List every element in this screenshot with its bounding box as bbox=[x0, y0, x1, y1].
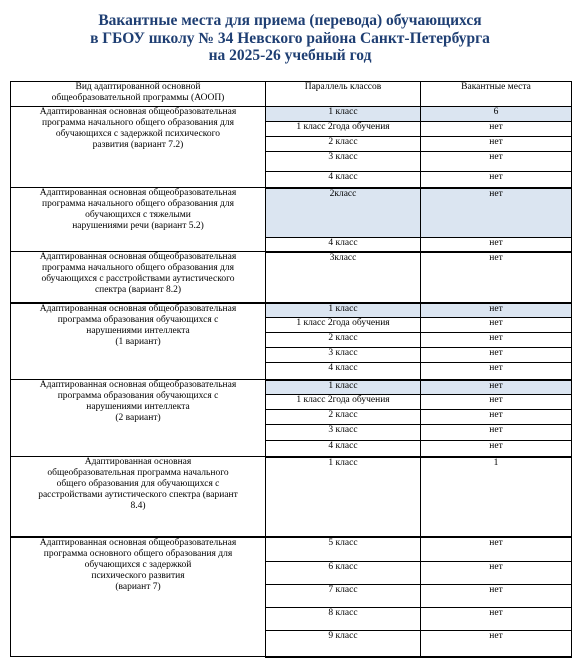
vacancies-cell: нет bbox=[421, 395, 572, 410]
header-grade: Параллель классов bbox=[266, 82, 421, 107]
program-line: Адаптированная основная общеобразовательная bbox=[39, 537, 237, 548]
grade-cell: 1 класс 2года обучения bbox=[266, 318, 421, 333]
grade-cell: 4 класс bbox=[266, 363, 421, 380]
vacancies-cell: нет bbox=[421, 363, 572, 380]
vacancies-cell: нет bbox=[421, 188, 572, 238]
vacancies-cell: нет bbox=[421, 238, 572, 252]
program-line: программа образования обучающихся с bbox=[57, 314, 219, 325]
program-line: обучающихся с расстройствами аутистического bbox=[41, 274, 235, 284]
program-line: программа начального общего образования для bbox=[41, 118, 235, 128]
program-line: нарушениями речи (вариант 5.2) bbox=[72, 221, 204, 231]
grade-cell: 2 класс bbox=[266, 410, 421, 425]
table-row bbox=[11, 380, 572, 395]
program-line: обучающихся с тяжелыми bbox=[85, 210, 191, 220]
program-line: Адаптированная основная общеобразовательная bbox=[39, 107, 237, 117]
grade-cell: 5 класс bbox=[266, 537, 421, 562]
header-program-line-2: общеобразовательной программы (АООП) bbox=[51, 93, 225, 103]
header-vacancies: Вакантные места bbox=[421, 82, 572, 107]
program-cell bbox=[11, 457, 266, 537]
program-cell bbox=[11, 537, 266, 657]
vacancies-cell: нет bbox=[421, 425, 572, 441]
grade-cell: 4 класс bbox=[266, 441, 421, 457]
program-line: программа образования обучающихся с bbox=[57, 391, 219, 401]
program-line: (вариант 7) bbox=[115, 581, 161, 592]
title-line-3: на 2025-26 учебный год bbox=[208, 47, 372, 64]
grade-cell: 1 класс 2года обучения bbox=[266, 395, 421, 410]
grade-cell: 3 класс bbox=[266, 425, 421, 441]
document-title bbox=[0, 12, 580, 65]
vacancies-cell: нет bbox=[421, 585, 572, 608]
table-row bbox=[11, 252, 572, 303]
header-program bbox=[11, 82, 266, 107]
grade-cell: 1 класс bbox=[266, 380, 421, 395]
vacancies-cell: нет bbox=[421, 348, 572, 363]
program-line: программа основного общего образования для bbox=[43, 548, 233, 559]
vacancies-cell: нет bbox=[421, 152, 572, 172]
grade-cell: 2класс bbox=[266, 188, 421, 238]
vacancies-cell: нет bbox=[421, 137, 572, 152]
program-line: общеобразовательная программа начального bbox=[47, 468, 229, 478]
title-line-2: в ГБОУ школу № 34 Невского района Санкт-Петербурга bbox=[90, 29, 490, 47]
program-line: спектра (вариант 8.2) bbox=[94, 285, 182, 295]
program-cell bbox=[11, 188, 266, 252]
vacancies-cell: нет bbox=[421, 172, 572, 188]
table-body bbox=[11, 107, 572, 657]
program-line: Адаптированная основная общеобразовательная bbox=[39, 380, 237, 390]
vacancies-cell: нет bbox=[421, 122, 572, 137]
program-cell bbox=[11, 107, 266, 188]
program-line: программа начального общего образования для bbox=[41, 199, 235, 209]
grade-cell: 4 класс bbox=[266, 238, 421, 252]
grade-cell: 2 класс bbox=[266, 137, 421, 152]
grade-cell: 3класс bbox=[266, 252, 421, 303]
grade-cell: 6 класс bbox=[266, 562, 421, 585]
grade-cell: 3 класс bbox=[266, 152, 421, 172]
table-row bbox=[11, 107, 572, 122]
program-line: обучающихся с задержкой психического bbox=[55, 129, 221, 139]
vacancies-table bbox=[10, 81, 572, 658]
program-line: общего образования для обучающихся с bbox=[56, 479, 220, 489]
grade-cell: 1 класс bbox=[266, 303, 421, 318]
program-line: психического развития bbox=[91, 570, 185, 581]
grade-cell: 1 класс 2года обучения bbox=[266, 122, 421, 137]
vacancies-cell: 6 bbox=[421, 107, 572, 122]
vacancies-cell: нет bbox=[421, 318, 572, 333]
program-line: (1 вариант) bbox=[115, 336, 161, 347]
grade-cell: 4 класс bbox=[266, 172, 421, 188]
vacancies-cell: нет bbox=[421, 333, 572, 348]
program-line: развития (вариант 7.2) bbox=[92, 140, 184, 150]
program-line: обучающихся с задержкой bbox=[84, 559, 192, 570]
grade-cell: 1 класс bbox=[266, 107, 421, 122]
table-row bbox=[11, 303, 572, 318]
program-cell bbox=[11, 380, 266, 457]
vacancies-cell: нет bbox=[421, 380, 572, 395]
title-line-1: Вакантные места для приема (перевода) обучающихся bbox=[98, 12, 482, 29]
grade-cell: 1 класс bbox=[266, 457, 421, 537]
program-line: Адаптированная основная общеобразовательная bbox=[39, 188, 237, 198]
program-line: программа начального общего образования для bbox=[41, 263, 235, 273]
program-line: нарушениями интеллекта bbox=[86, 325, 190, 336]
vacancies-cell: нет bbox=[421, 303, 572, 318]
program-line: расстройствами аутистического спектра (вариант bbox=[38, 490, 238, 500]
program-line: Адаптированная основная общеобразовательная bbox=[39, 303, 237, 314]
table-row bbox=[11, 537, 572, 562]
program-line: (2 вариант) bbox=[115, 413, 161, 423]
table-row bbox=[11, 457, 572, 537]
grade-cell: 9 класс bbox=[266, 631, 421, 657]
vacancies-cell: нет bbox=[421, 631, 572, 657]
program-line: Адаптированная основная bbox=[84, 457, 192, 467]
vacancies-cell: нет bbox=[421, 562, 572, 585]
vacancies-cell: нет bbox=[421, 537, 572, 562]
vacancies-cell: нет bbox=[421, 608, 572, 631]
vacancies-cell: нет bbox=[421, 441, 572, 457]
grade-cell: 3 класс bbox=[266, 348, 421, 363]
program-cell bbox=[11, 252, 266, 303]
vacancies-cell: 1 bbox=[421, 457, 572, 537]
table-header-row bbox=[11, 82, 572, 107]
vacancies-cell: нет bbox=[421, 410, 572, 425]
program-line: 8.4) bbox=[130, 501, 146, 511]
grade-cell: 2 класс bbox=[266, 333, 421, 348]
program-line: Адаптированная основная общеобразовательная bbox=[39, 252, 237, 262]
grade-cell: 8 класс bbox=[266, 608, 421, 631]
grade-cell: 7 класс bbox=[266, 585, 421, 608]
program-cell bbox=[11, 303, 266, 380]
table-row bbox=[11, 188, 572, 238]
vacancies-cell: нет bbox=[421, 252, 572, 303]
header-program-line-1: Вид адаптированной основной bbox=[75, 82, 201, 92]
program-line: нарушениями интеллекта bbox=[86, 402, 190, 412]
